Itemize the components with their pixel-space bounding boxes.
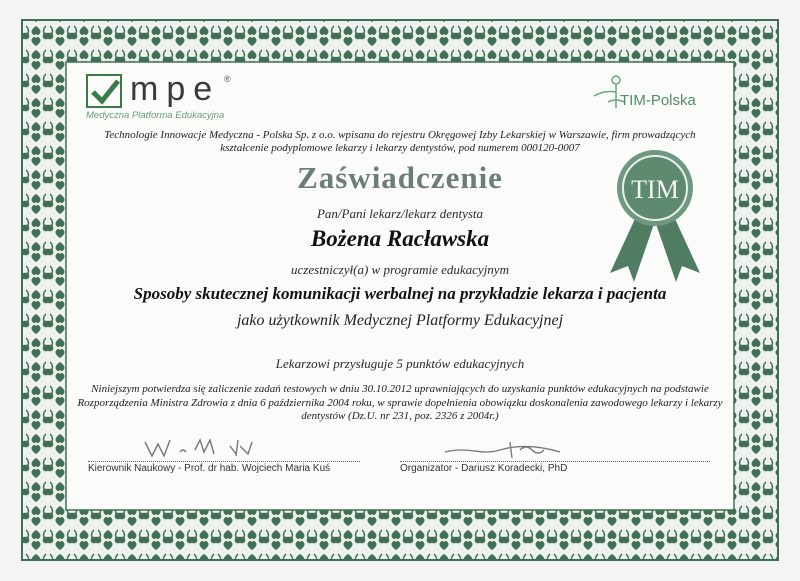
- participation-text: uczestniczył(a) w programie edukacyjnym: [291, 262, 509, 277]
- right-signature-line: [400, 461, 710, 462]
- left-signature: [140, 432, 280, 462]
- right-signature-label: Organizator - Dariusz Koradecki, PhD: [400, 463, 568, 474]
- registration-info: Technologie Innowacje Medyczna - Polska Sp. z o.o. wpisana do rejestru Okręgowej Izby Lekarskiej w Warszawie, firm prowadzących kształcenie podyplomowe lekarzy i lekarzy dentystów, pod numerem 000120-0007: [104, 129, 696, 154]
- tim-polska-logo: [590, 72, 730, 118]
- confirmation-text: Niniejszym potwierdza się zaliczenie zadań testowych w dniu 30.10.2012 uprawniających do uzyskania punktów edukacyjnych na podstawie Rozporządzenia Ministra Zdrowia z dnia 6 października 2004 roku, w sprawie dopełnienia obowiązku doskonalenia zawodowego lekarzy i lekarzy dentystów (Dz.U. nr 231, poz. 2326 z 2004r.): [77, 383, 723, 422]
- program-title: Sposoby skutecznej komunikacji werbalnej na przykładzie lekarza i pacjenta: [133, 284, 667, 303]
- left-signature-line: [88, 461, 360, 462]
- checkmark-icon: [86, 74, 122, 108]
- registered-mark: ®: [224, 74, 231, 84]
- mpe-logo: [86, 70, 236, 124]
- tim-logo-text: TIM-Polska: [620, 92, 696, 109]
- medal-text: TIM: [631, 175, 679, 204]
- tim-medal: [600, 148, 710, 288]
- mpe-logo-text: mpe: [130, 70, 221, 108]
- recipient-name: Bożena Racławska: [310, 226, 490, 251]
- mpe-logo-tagline: Medyczna Platforma Edukacyjna: [86, 110, 225, 121]
- left-signature-label: Kierownik Naukowy - Prof. dr hab. Wojciech Maria Kuś: [88, 463, 331, 474]
- salutation: Pan/Pani lekarz/lekarz dentysta: [316, 206, 484, 221]
- certificate-title: Zaświadczenie: [297, 160, 503, 195]
- points-line: Lekarzowi przysługuje 5 punktów edukacyjnych: [275, 356, 525, 371]
- platform-line: jako użytkownik Medycznej Platformy Edukacyjnej: [236, 312, 564, 329]
- right-signature: [440, 438, 620, 462]
